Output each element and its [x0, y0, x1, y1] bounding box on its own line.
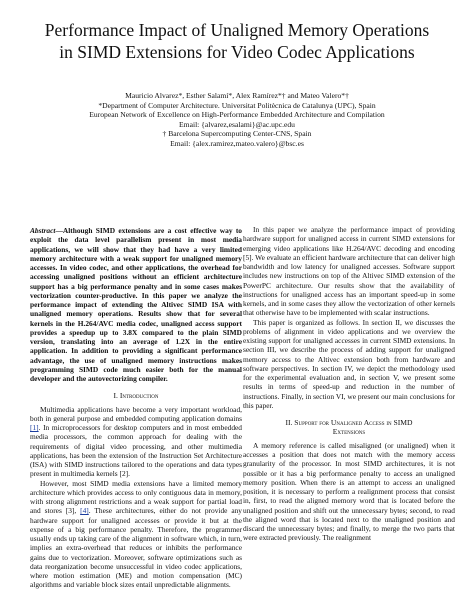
intro-p1-text-b: . In microprocessors for desktop computers and in most embedded media processors, the common approach for dealing with the requirements of digital video processing, and other multimedia applications, has been the extension of the Instruction Set Architecture (ISA) with SIMD instructions tailored to the operations and data types present in multimedia kernels [2].	[30, 423, 242, 479]
paper-title: Performance Impact of Unaligned Memory Operations in SIMD Extensions for Video Codec Applications	[44, 20, 430, 62]
section-heading-support-line1: II. Support for Unaligned Access in SIMD	[285, 418, 413, 427]
email-bsc: Email: {alex.ramirez,mateo.valero}@bsc.es	[170, 138, 304, 148]
intro-p2-text-b: . These architectures, either do not provide any hardware support for unaligned accesses or provide it but at the expense of a big performance penalty. Therefore, the programmer usually ends up taking care of the alignment in software which, in turn, implies an extra-overhead that reduces or inhibits the performance gains due to vectorization. Moreover, software optimizations such as data reorganization become unsuccessful in video codec applications, where motion estimation (ME) and motion compensation (MC) algorithms and variable block sizes entail unpredictable alignments.	[30, 506, 242, 590]
email-upc: Email: {alvarez,esalami}@ac.upc.edu	[179, 119, 295, 129]
intro-p1-text-a: Multimedia applications have become a very important workload, both in general purpose and embedded computing application domains	[30, 404, 242, 423]
section2-paragraph-1: A memory reference is called misaligned (or unaligned) when it accesses a position that does not match with the memory access granularity of the processor. In most SIMD architectures, it is not possible or it has a big performance penalty to access an unaligned memory position. When there is an attempt to access an unaligned position, it is necessary to perform a realignment process that consist in, first, to read the aligned memory word that is located before the unaligned position and shift out the unnecessary bytes; second, to read the aligned word that is located next to the unaligned position and discard the unnecessary bytes; and finally, to merge the two parts that were extracted previously. The realignment	[243, 440, 455, 543]
left-column	[30, 226, 242, 590]
right-column	[243, 225, 455, 543]
section-heading-support	[243, 418, 455, 437]
author-names: Mauricio Alvarez*, Esther Salamí*, Alex Ramírez*† and Mateo Valero*†	[125, 91, 349, 100]
abstract	[30, 226, 242, 383]
abstract-lead: Abstract	[30, 226, 56, 235]
intro-paragraph-2	[30, 479, 242, 590]
intro-paragraph-1	[30, 405, 242, 479]
affiliation-hipeac: European Network of Excellence on High-Performance Embedded Architecture and Compilation	[89, 110, 385, 120]
section-heading-support-line2: Extensions	[332, 427, 366, 437]
citation-link-4[interactable]: [4]	[80, 506, 89, 516]
abstract-text: —Although SIMD extensions are a cost effective way to exploit the data level parallelism present in most media applications, we will show that they had have a very limited memory architecture with a weak support for unaligned memory accesses. In video codec, and other applications, the overhead for accessing unaligned positions without an efficient architecture support has a big performance penalty and in some cases makes vectorization counter-productive. In this paper we analyze the performance impact of extending the Altivec SIMD ISA with unaligned memory operations. Results show that for several kernels in the H.264/AVC media codec, unaligned access support provides a speedup up to 3.8X compared to the plain SIMD version, translating into an average of 1.2X in the entire application. In addition to providing a significant performance advantage, the use of unaligned memory instructions makes programming SIMD code much easier both for the manual developer and the autovectorizing compiler.	[30, 226, 242, 383]
right-paragraph-1: In this paper we analyze the performance impact of providing hardware support for unaligned access in current SIMD extensions for emerging video applications like H.264/AVC decoding and encoding [5]. We evaluate an efficient hardware architecture that can deliver high bandwidth and low latency for unaligned accesses. Software support includes new instructions on top of the Altivec SIMD extension of the PowerPC architecture. Our results show that the availability of instructions for unaligned access has an important speed-up in some kernels, and in some cases they allow the vectorization of other kernels that otherwise have to be implemented with scalar instructions.	[243, 225, 455, 318]
right-paragraph-2: This paper is organized as follows. In section II, we discusses the problems of alignment in video applications and we overview the existing support for unaligned accesses in current SIMD extensions. In section III, we describe the process of adding support for unaligned memory access to the Altivec extension both from hardware and software perspectives. In section IV, we depict the methodology used for the experimental evaluation and, in section V, we present some results in terms of speed-up and reduction in the number of instructions. Finally, in section VI, we present our main conclusions for this paper.	[243, 317, 455, 410]
affiliation-upc: *Department of Computer Architecture. Universitat Politècnica de Catalunya (UPC), Spain	[98, 100, 376, 110]
author-block	[40, 91, 434, 149]
affiliation-bsc: † Barcelona Supercomputing Center-CNS, Spain	[162, 129, 312, 139]
section-heading-introduction: I. Introduction	[113, 391, 159, 401]
citation-link-1[interactable]: [1]	[30, 423, 39, 433]
intro-p2-text-a: However, most SIMD media extensions have a limited memory architecture which provides access to only contiguous data in memory, with strong alignment restrictions and a weak support for partial load and stores [3],	[30, 478, 242, 516]
